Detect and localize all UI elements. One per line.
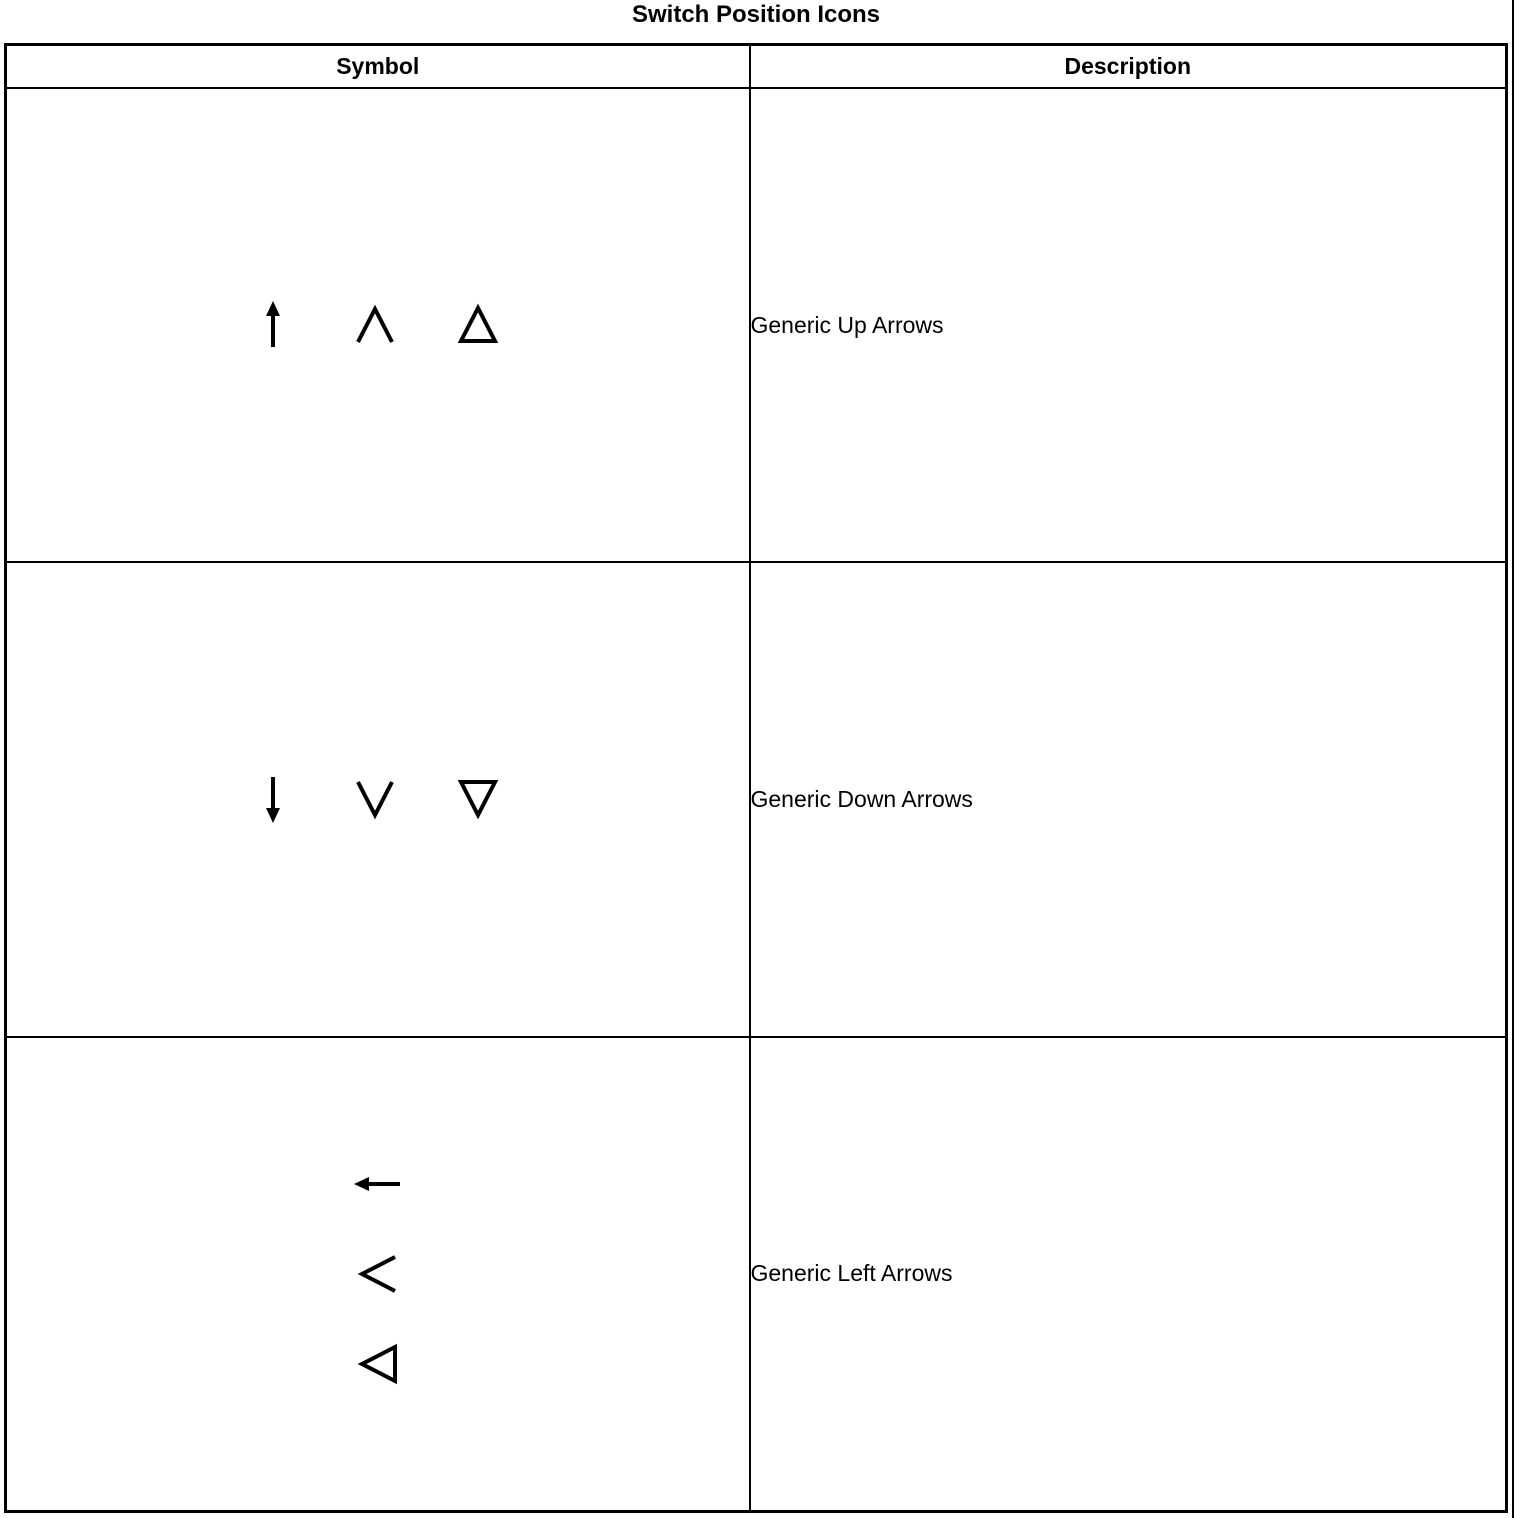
symbol-cell <box>6 88 750 562</box>
description-cell: Generic Left Arrows <box>750 1037 1507 1512</box>
table-row <box>6 562 1507 1036</box>
up-arrows-group <box>224 301 527 349</box>
left-arrows-group <box>354 1162 402 1386</box>
page-edge-rule <box>1512 0 1514 1518</box>
symbol-cell <box>6 562 750 1036</box>
table-row <box>6 1037 1507 1512</box>
triangle-down-icon <box>456 775 500 823</box>
description-cell: Generic Up Arrows <box>750 88 1507 562</box>
triangle-up-icon <box>456 301 500 349</box>
description-cell: Generic Down Arrows <box>750 562 1507 1036</box>
table-row <box>6 88 1507 562</box>
page-title: Switch Position Icons <box>631 1 881 28</box>
symbol-column-header: Symbol <box>6 45 750 89</box>
arrow-down-icon <box>251 775 295 823</box>
switch-icons-table <box>4 43 1508 1513</box>
arrow-up-icon <box>251 301 295 349</box>
table-header-row <box>6 45 1507 89</box>
down-arrows-group <box>224 775 527 823</box>
symbol-cell <box>6 1037 750 1512</box>
description-column-header: Description <box>750 45 1507 89</box>
chevron-down-icon <box>353 775 397 823</box>
chevron-up-icon <box>353 301 397 349</box>
arrow-left-icon <box>354 1162 402 1206</box>
chevron-left-icon <box>354 1252 402 1296</box>
triangle-left-icon <box>354 1342 402 1386</box>
